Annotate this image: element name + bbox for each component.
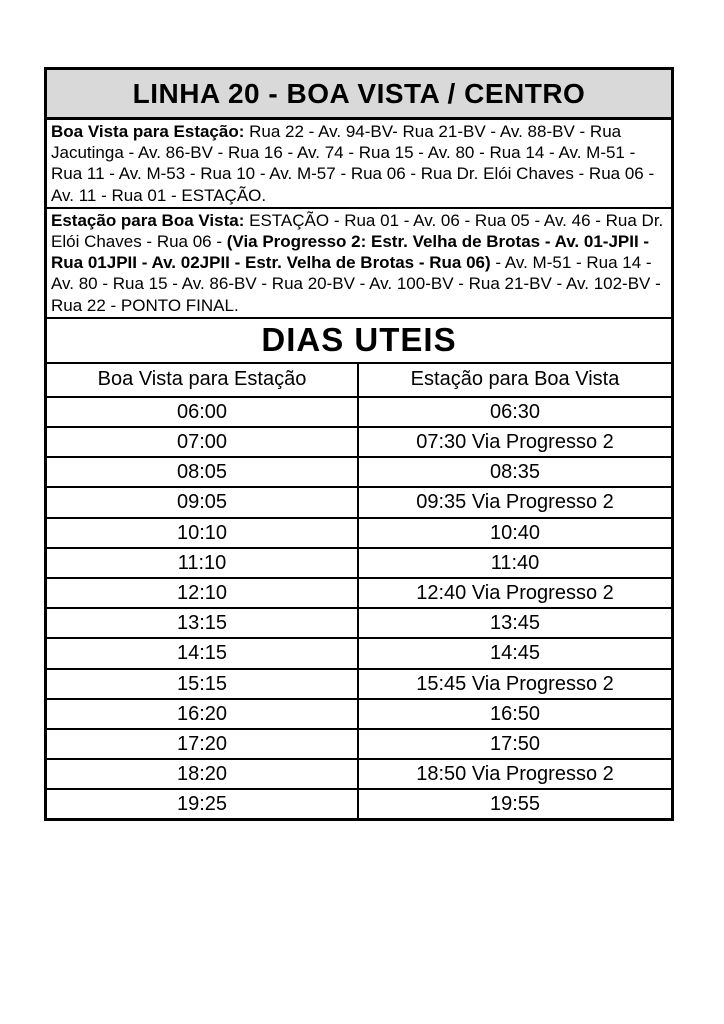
route-segment-bold: Estação para Boa Vista: bbox=[51, 210, 245, 230]
schedule-row bbox=[47, 790, 671, 818]
schedule-row bbox=[47, 428, 671, 458]
departure-time-estacao-para-boa-vista: 11:40 bbox=[490, 551, 540, 574]
departure-time-estacao-para-boa-vista: 18:50 Via Progresso 2 bbox=[416, 763, 614, 786]
departure-time-boa-vista-para-estacao: 13:15 bbox=[47, 609, 359, 637]
departure-time-boa-vista-para-estacao: 18:20 bbox=[47, 760, 359, 788]
timetable-document bbox=[44, 67, 674, 821]
departure-time-estacao-para-boa-vista: 10:40 bbox=[489, 521, 541, 544]
departure-time-estacao-para-boa-vista: 16:50 bbox=[489, 702, 541, 725]
departure-time-boa-vista-para-estacao: 12:10 bbox=[47, 579, 359, 607]
departure-time-boa-vista-para-estacao: 07:00 bbox=[47, 428, 359, 456]
departure-time-estacao-para-boa-vista: 13:45 bbox=[489, 612, 541, 635]
schedule-row bbox=[47, 549, 671, 579]
route-description-estacao-para-boa-vista bbox=[47, 209, 671, 319]
route-segment-text: - Av. M-51 - Rua 14 - Av. 80 - Rua 15 - Av. 86-BV - Rua 20-BV - Av. 100-BV - Rua 21-BV - Av. 102-BV - Rua 22 - PONTO FINAL. bbox=[51, 253, 661, 315]
departure-time-estacao-para-boa-vista: 14:45 bbox=[489, 642, 541, 665]
departure-time-boa-vista-para-estacao: 06:00 bbox=[47, 398, 359, 426]
route-segment-text: ESTAÇÃO - Rua 01 - Av. 06 - Rua 05 - Av. 46 - Rua Dr. Elói Chaves - Rua 06 - bbox=[51, 210, 664, 252]
route-description-boa-vista-para-estacao bbox=[47, 120, 671, 209]
departure-time-boa-vista-para-estacao: 14:15 bbox=[47, 639, 359, 667]
schedule-row bbox=[47, 730, 671, 760]
departure-time-estacao-para-boa-vista: 06:30 bbox=[489, 400, 541, 423]
schedule-row bbox=[47, 760, 671, 790]
schedule-row bbox=[47, 398, 671, 428]
departure-time-boa-vista-para-estacao: 17:20 bbox=[47, 730, 359, 758]
route-segment-bold: (Via Progresso 2: Estr. Velha de Brotas - Av. 01-JPII - Rua 01JPII - Av. 02JPII - Estr. Velha de Brotas - Rua 06) bbox=[51, 232, 650, 273]
schedule-row bbox=[47, 488, 671, 518]
schedule-row bbox=[47, 458, 671, 488]
schedule-row bbox=[47, 700, 671, 730]
departure-time-estacao-para-boa-vista: 19:55 bbox=[489, 793, 541, 816]
departure-time-boa-vista-para-estacao: 15:15 bbox=[47, 670, 359, 698]
departure-time-boa-vista-para-estacao: 10:10 bbox=[47, 519, 359, 547]
section-title-dias-uteis: DIAS UTEIS bbox=[47, 319, 671, 364]
column-header-boa-vista-para-estacao: Boa Vista para Estação bbox=[47, 364, 359, 396]
departure-time-estacao-para-boa-vista: 09:35 Via Progresso 2 bbox=[416, 491, 614, 514]
departure-time-boa-vista-para-estacao: 16:20 bbox=[47, 700, 359, 728]
schedule-row bbox=[47, 670, 671, 700]
departure-time-boa-vista-para-estacao: 09:05 bbox=[47, 488, 359, 516]
schedule-row bbox=[47, 519, 671, 549]
departure-time-estacao-para-boa-vista: 08:35 bbox=[489, 461, 541, 484]
schedule-column-headers bbox=[47, 364, 671, 398]
line-title: LINHA 20 - BOA VISTA / CENTRO bbox=[47, 70, 671, 120]
schedule-rows bbox=[47, 398, 671, 819]
departure-time-boa-vista-para-estacao: 11:10 bbox=[47, 549, 359, 577]
schedule-row bbox=[47, 579, 671, 609]
departure-time-estacao-para-boa-vista: 17:50 bbox=[489, 732, 541, 755]
route-segment-bold: Boa Vista para Estação: bbox=[51, 122, 245, 141]
departure-time-estacao-para-boa-vista: 12:40 Via Progresso 2 bbox=[416, 581, 614, 604]
schedule-row bbox=[47, 639, 671, 669]
departure-time-boa-vista-para-estacao: 08:05 bbox=[47, 458, 359, 486]
departure-time-estacao-para-boa-vista: 15:45 Via Progresso 2 bbox=[416, 672, 614, 695]
departure-time-boa-vista-para-estacao: 19:25 bbox=[47, 790, 359, 818]
column-header-estacao-para-boa-vista: Estação para Boa Vista bbox=[410, 367, 620, 390]
departure-time-estacao-para-boa-vista: 07:30 Via Progresso 2 bbox=[416, 431, 614, 454]
schedule-row bbox=[47, 609, 671, 639]
route-segment-text: Rua 22 - Av. 94-BV- Rua 21-BV - Av. 88-BV - Rua Jacutinga - Av. 86-BV - Rua 16 - Av. 74 - Rua 15 - Av. 80 - Rua 14 - Av. M-51 - Rua 11 - Av. M-53 - Rua 10 - Av. M-57 - Rua 06 - Rua Dr. Elói Chaves - Rua 06 - Av. 11 - Rua 01 - ESTAÇÃO. bbox=[51, 122, 655, 205]
